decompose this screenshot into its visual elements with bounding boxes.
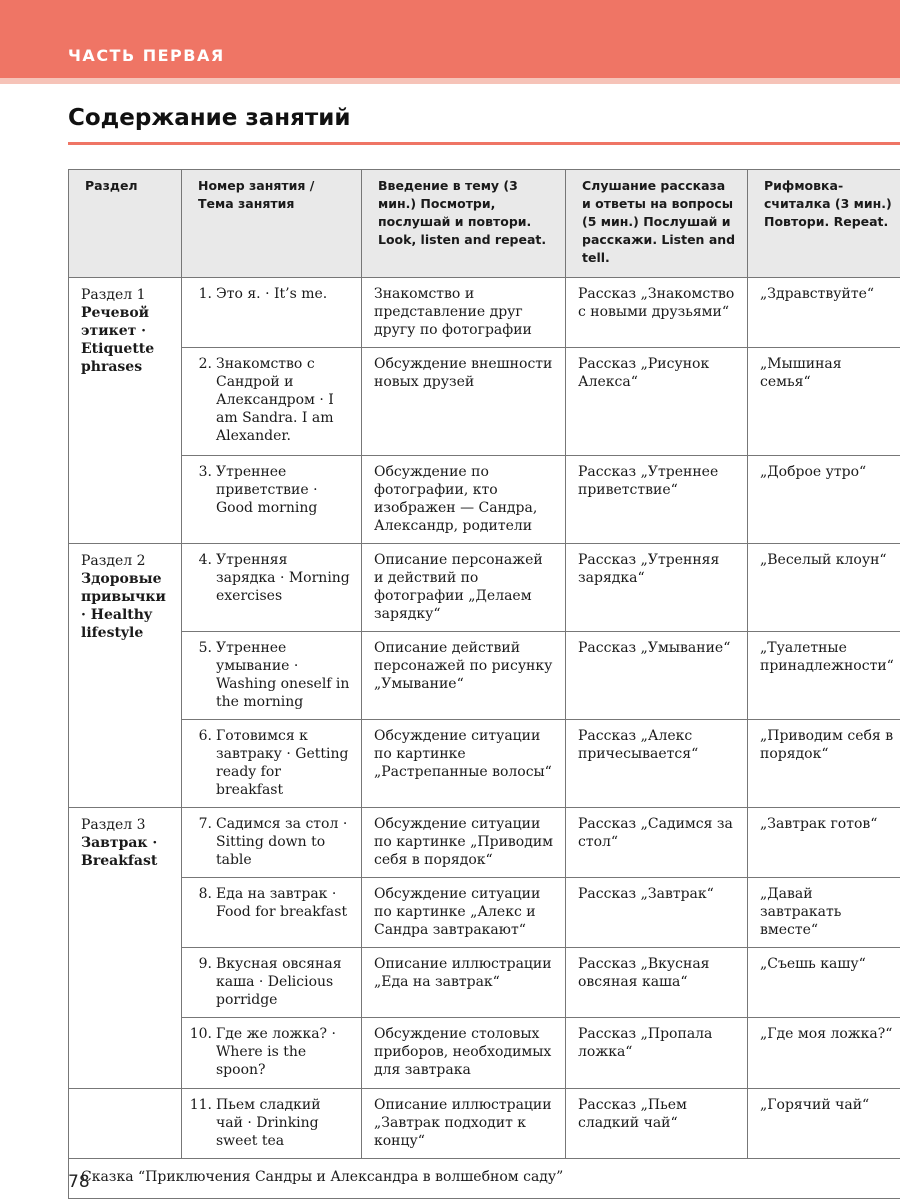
rhyme-cell: „Где моя ложка?“	[748, 1018, 900, 1089]
section-title: Здоровые привычки · Healthy lifestyle	[81, 571, 166, 641]
lesson-topic: Это я. · It’s me.	[216, 286, 328, 302]
section-label: Раздел 2	[81, 553, 146, 569]
intro-cell: Обсуждение ситуации по картинке „Алекс и Сандра завтракают“	[362, 878, 566, 948]
story-cell: Рассказ „Завтрак“	[566, 878, 748, 948]
table-row	[69, 808, 900, 878]
lesson-topic-cell	[182, 544, 362, 632]
lesson-number: 6.	[198, 728, 212, 744]
intro-cell: Описание иллюстрации „Завтрак подходит к концу“	[362, 1089, 566, 1159]
rhyme-cell: „Съешь кашу“	[748, 948, 900, 1018]
title-divider	[68, 142, 900, 145]
lesson-topic: Готовимся к завтраку · Getting ready for breakfast	[216, 728, 349, 798]
lesson-topic: Утреннее умывание · Washing oneself in the morning	[216, 640, 350, 710]
section-label: Раздел 3	[81, 817, 146, 833]
part-label: ЧАСТЬ ПЕРВАЯ	[68, 46, 225, 65]
lesson-topic: Утреннее приветствие · Good morning	[216, 464, 318, 516]
rhyme-cell: „Приводим себя в порядок“	[748, 720, 900, 808]
rhyme-cell: „Здравствуйте“	[748, 278, 900, 348]
lesson-number: 3.	[198, 464, 212, 480]
header-band-stripe	[0, 78, 900, 84]
header-band	[0, 0, 900, 78]
intro-cell: Обсуждение ситуации по картинке „Растрепанные волосы“	[362, 720, 566, 808]
intro-cell: Описание персонажей и действий по фотографии „Делаем зарядку“	[362, 544, 566, 632]
column-header-story: Слушание рассказа и ответы на вопросы (5 мин.) Послушай и расскажи. Listen and tell.	[566, 170, 748, 278]
story-cell: Рассказ „Умывание“	[566, 632, 748, 720]
lesson-topic-cell	[182, 456, 362, 544]
table-row	[69, 1089, 900, 1159]
section-cell-empty	[69, 1089, 182, 1159]
lesson-number: 11.	[189, 1097, 212, 1113]
table-row-fairy-tale	[69, 1159, 900, 1199]
lesson-topic: Где же ложка? · Where is the spoon?	[216, 1026, 336, 1078]
story-cell: Рассказ „Утренняя зарядка“	[566, 544, 748, 632]
table-row	[69, 878, 900, 948]
lesson-topic: Вкусная овсяная каша · Delicious porridge	[216, 956, 342, 1008]
lesson-topic: Еда на завтрак · Food for breakfast	[216, 886, 348, 920]
lesson-topic-cell	[182, 348, 362, 456]
section-cell	[69, 808, 182, 1089]
page-number: 78	[68, 1172, 90, 1192]
contents-table	[68, 169, 900, 1199]
section-cell	[69, 278, 182, 544]
rhyme-cell: „Веселый клоун“	[748, 544, 900, 632]
intro-cell: Описание действий персонажей по рисунку „Умывание“	[362, 632, 566, 720]
lesson-number: 7.	[198, 816, 212, 832]
column-header-lesson: Номер занятия / Тема занятия	[182, 170, 362, 278]
story-cell: Рассказ „Алекс причесывается“	[566, 720, 748, 808]
lesson-number: 10.	[189, 1026, 212, 1042]
table-row	[69, 348, 900, 456]
story-cell: Рассказ „Знакомство с новыми друзьями“	[566, 278, 748, 348]
lesson-topic: Садимся за стол · Sitting down to table	[216, 816, 348, 868]
intro-cell: Обсуждение по фотографии, кто изображен — Сандра, Александр, родители	[362, 456, 566, 544]
column-header-section: Раздел	[69, 170, 182, 278]
lesson-topic: Пьем сладкий чай · Drinking sweet tea	[216, 1097, 321, 1149]
section-cell	[69, 544, 182, 808]
story-cell: Рассказ „Садимся за стол“	[566, 808, 748, 878]
lesson-topic-cell	[182, 720, 362, 808]
intro-cell: Обсуждение внешности новых друзей	[362, 348, 566, 456]
intro-cell: Знакомство и представление друг другу по фотографии	[362, 278, 566, 348]
page-title: Содержание занятий	[68, 105, 351, 131]
table-row	[69, 544, 900, 632]
lesson-topic-cell	[182, 878, 362, 948]
section-title: Речевой этикет · Etiquette phrases	[81, 305, 155, 375]
lesson-topic-cell	[182, 632, 362, 720]
lesson-topic: Знакомство с Сандрой и Александром · I am Sandra. I am Alexander.	[216, 356, 334, 444]
table-row	[69, 632, 900, 720]
fairy-tale-cell: Сказка “Приключения Сандры и Александра в волшебном саду”	[69, 1159, 900, 1199]
table-row	[69, 1018, 900, 1089]
story-cell: Рассказ „Рисунок Алекса“	[566, 348, 748, 456]
lesson-number: 4.	[198, 552, 212, 568]
section-title: Завтрак · Breakfast	[81, 835, 158, 869]
lesson-topic: Утренняя зарядка · Morning exercises	[216, 552, 350, 604]
table-row	[69, 278, 900, 348]
intro-cell: Обсуждение столовых приборов, необходимых для завтрака	[362, 1018, 566, 1089]
lesson-topic-cell	[182, 1018, 362, 1089]
rhyme-cell: „Доброе утро“	[748, 456, 900, 544]
intro-cell: Описание иллюстрации „Еда на завтрак“	[362, 948, 566, 1018]
column-header-intro: Введение в тему (3 мин.) Посмотри, послушай и повтори. Look, listen and repeat.	[362, 170, 566, 278]
rhyme-cell: „Мышиная семья“	[748, 348, 900, 456]
lesson-topic-cell	[182, 948, 362, 1018]
lesson-number: 8.	[198, 886, 212, 902]
table-row	[69, 720, 900, 808]
story-cell: Рассказ „Пропала ложка“	[566, 1018, 748, 1089]
lesson-number: 2.	[198, 356, 212, 372]
lesson-topic-cell	[182, 278, 362, 348]
lesson-topic-cell	[182, 1089, 362, 1159]
rhyme-cell: „Туалетные принадлежности“	[748, 632, 900, 720]
lesson-number: 1.	[198, 286, 212, 302]
story-cell: Рассказ „Утреннее приветствие“	[566, 456, 748, 544]
table-header-row	[69, 170, 900, 278]
column-header-rhyme: Рифмовка-считалка (3 мин.) Повтори. Repeat.	[748, 170, 900, 278]
section-label: Раздел 1	[81, 287, 146, 303]
lesson-number: 9.	[198, 956, 212, 972]
story-cell: Рассказ „Вкусная овсяная каша“	[566, 948, 748, 1018]
story-cell: Рассказ „Пьем сладкий чай“	[566, 1089, 748, 1159]
rhyme-cell: „Горячий чай“	[748, 1089, 900, 1159]
intro-cell: Обсуждение ситуации по картинке „Приводим себя в порядок“	[362, 808, 566, 878]
table-row	[69, 456, 900, 544]
lesson-number: 5.	[198, 640, 212, 656]
lesson-topic-cell	[182, 808, 362, 878]
table-row	[69, 948, 900, 1018]
rhyme-cell: „Завтрак готов“	[748, 808, 900, 878]
rhyme-cell: „Давай завтракать вместе“	[748, 878, 900, 948]
